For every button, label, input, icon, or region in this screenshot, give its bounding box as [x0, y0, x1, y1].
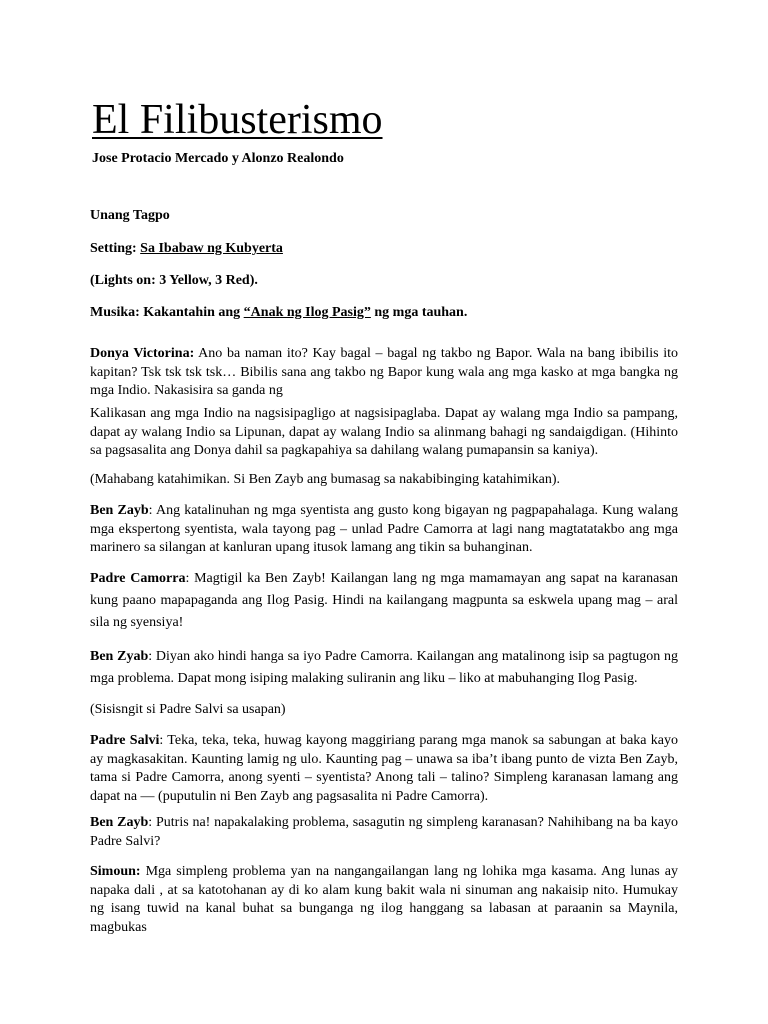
music-line — [90, 305, 467, 321]
dialogue-text: : Magtigil ka Ben Zayb! Kailangan lang ng mga mamamayan ang sapat na karanasan kung paano mapapaganda ang Ilog Pasig. Hindi na kailangang magpunta sa eskwela upang mag – aral sila ng syensiya! — [90, 571, 678, 630]
author-line: Jose Protacio Mercado y Alonzo Realondo — [92, 151, 344, 166]
music-suffix: ng mga tauhan. — [370, 305, 468, 320]
dialogue-padre-salvi — [90, 732, 678, 806]
scene-heading: Unang Tagpo — [90, 208, 170, 223]
speaker-name: Padre Salvi — [90, 733, 160, 748]
stage-direction: (Sisisngit si Padre Salvi sa usapan) — [90, 702, 286, 717]
music-prefix: Musika: Kakantahin ang — [90, 305, 244, 320]
setting-value: Sa Ibabaw ng Kubyerta — [140, 241, 283, 256]
speaker-name: Ben Zayb — [90, 503, 149, 518]
dialogue-padre-camorra — [90, 568, 678, 634]
dialogue-donya-victorina-cont — [90, 405, 678, 461]
setting-label: Setting: — [90, 241, 141, 256]
lights-line: (Lights on: 3 Yellow, 3 Red). — [90, 273, 258, 288]
dialogue-text: : Putris na! napakalaking problema, sasagutin ng simpleng karanasan? Nahihibang na ba kayo Padre Salvi? — [90, 815, 678, 849]
speaker-name: Ben Zayb — [90, 815, 149, 830]
dialogue-text: Mga simpleng problema yan na nangangailangan lang ng lohika mga kasama. Ang lunas ay napaka dali , at sa katotohanan ay di ko alam kung bakit wala ni sinuman ang nakaisip nito. Humukay ng isang tuwid na kanal buhat sa bunganga ng ilog hanggang sa labasan at paraanin sa Maynila, magbukas — [90, 864, 678, 935]
dialogue-ben-zayb-2 — [90, 814, 678, 851]
dialogue-text: Kalikasan ang mga Indio na nagsisipagligo at nagsisipaglaba. Dapat ay walang mga Indio sa pampang, dapat ay walang Indio sa Lipunan, dapat ay walang Indio sa alinmang bahagi ng sandaigdigan. (Hihinto sa pagsasalita ang Donya dahil sa pagkapahiya sa dahilang walang pumapansin sa kaniya). — [90, 406, 678, 459]
dialogue-ben-zyab — [90, 646, 678, 690]
stage-direction: (Mahabang katahimikan. Si Ben Zayb ang bumasag sa nakabibinging katahimikan). — [90, 472, 561, 487]
dialogue-text: Ano ba naman ito? Kay bagal – bagal ng takbo ng Bapor. Wala na bang ibibilis ito kapitan? Tsk tsk tsk tsk… Bibilis sana ang takbo ng Bapor kung wala ang mga kasko at mga bangka ng mga Indio. Nakasisira sa ganda ng — [90, 346, 679, 399]
dialogue-donya-victorina — [90, 345, 678, 401]
speaker-name: Padre Camorra — [90, 571, 186, 586]
dialogue-text: : Diyan ako hindi hanga sa iyo Padre Camorra. Kailangan ang matalinong isip sa pagtugon ng mga problema. Dapat mong isiping malaking suliranin ang liku – liko at mabuhanging Ilog Pasig. — [90, 649, 679, 686]
dialogue-simoun — [90, 863, 678, 937]
dialogue-text: : Ang katalinuhan ng mga syentista ang gusto kong bigayan ng pagpapahalaga. Kung walang mga ekspertong syentista, wala tayong pag – unlad Padre Camorra at lagi nang magtatatakbo ang mga marinero sa silangan at kanluran upang itusok lamang ang tikin sa buhanginan. — [90, 503, 678, 556]
document-title: El Filibusterismo — [92, 97, 383, 143]
speaker-name: Ben Zyab — [90, 649, 149, 664]
setting-line — [90, 241, 283, 257]
speaker-name: Simoun: — [90, 864, 141, 879]
dialogue-ben-zayb — [90, 502, 678, 558]
music-song: “Anak ng Ilog Pasig” — [243, 305, 371, 320]
speaker-name: Donya Victorina: — [90, 346, 195, 361]
dialogue-text: : Teka, teka, teka, huwag kayong maggiriang parang mga manok sa sabungan at baka kayo ay magkasakitan. Kaunting lamig ng ulo. Kaunting pag – unawa sa iba’t ibang punto de vizta Ben Zayb, tama si Padre Camorra, anong syenti – syentista? Anong tali – talino? Simpleng karanasan lamang ang dapat na — (puputulin ni Ben Zayb ang pagsasalita ni Padre Camorra). — [90, 733, 679, 804]
